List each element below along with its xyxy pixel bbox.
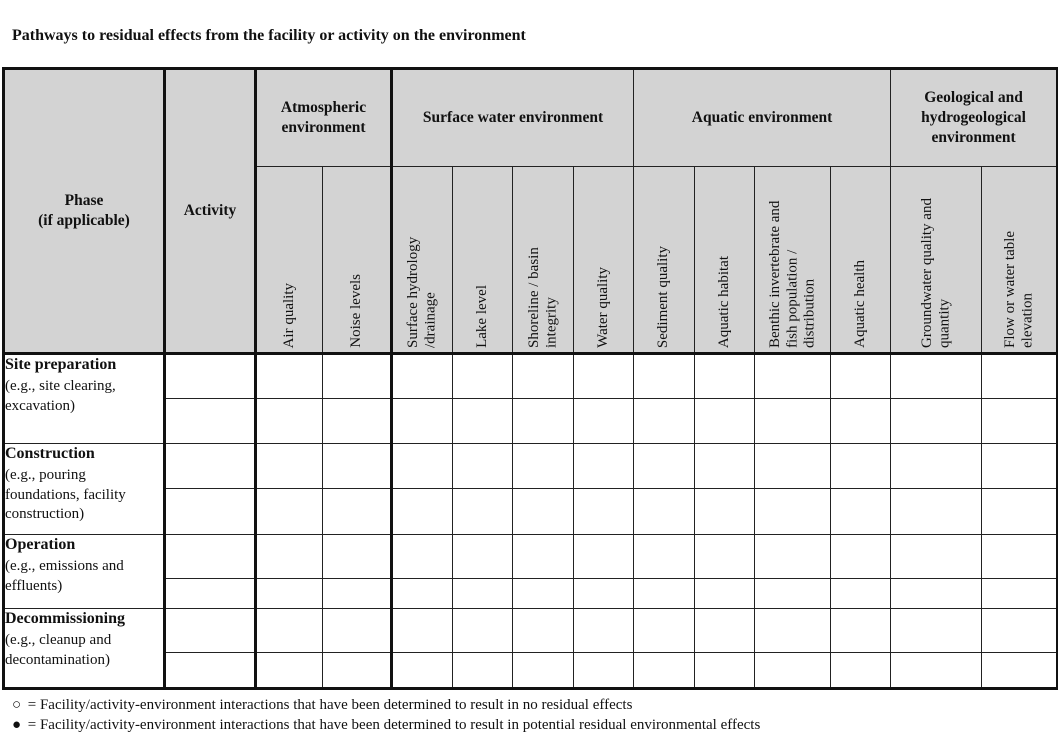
matrix-cell[interactable] xyxy=(453,609,513,653)
matrix-cell[interactable] xyxy=(392,354,453,399)
matrix-cell[interactable] xyxy=(513,444,574,489)
matrix-cell[interactable] xyxy=(323,609,392,653)
matrix-cell[interactable] xyxy=(323,444,392,489)
matrix-cell[interactable] xyxy=(982,609,1058,653)
matrix-cell[interactable] xyxy=(982,653,1058,689)
matrix-cell[interactable] xyxy=(513,653,574,689)
phase-name: Decommissioning xyxy=(5,610,125,627)
phase-example: (e.g., pouring foundations, facility construction) xyxy=(5,467,126,522)
matrix-cell[interactable] xyxy=(695,489,755,535)
column-header-label: Aquatic health xyxy=(851,260,868,348)
matrix-cell[interactable] xyxy=(453,444,513,489)
matrix-cell[interactable] xyxy=(574,579,634,609)
activity-cell[interactable] xyxy=(165,489,256,535)
phase-name: Operation xyxy=(5,536,76,553)
matrix-cell[interactable] xyxy=(453,399,513,444)
phase-name: Site preparation xyxy=(5,356,117,373)
matrix-cell[interactable] xyxy=(574,489,634,535)
column-header-label: Noise levels xyxy=(347,274,364,348)
phase-cell-decommissioning xyxy=(4,609,165,689)
matrix-cell[interactable] xyxy=(755,609,831,653)
matrix-cell[interactable] xyxy=(695,653,755,689)
page-title: Pathways to residual effects from the facility or activity on the environment xyxy=(12,27,526,44)
matrix-cell[interactable] xyxy=(982,489,1058,535)
matrix-cell[interactable] xyxy=(831,579,891,609)
matrix-cell[interactable] xyxy=(453,489,513,535)
matrix-cell[interactable] xyxy=(695,535,755,579)
activity-cell[interactable] xyxy=(165,653,256,689)
matrix-cell[interactable] xyxy=(831,653,891,689)
matrix-cell[interactable] xyxy=(982,579,1058,609)
matrix-cell[interactable] xyxy=(982,399,1058,444)
legend-no-residual-effects xyxy=(12,697,632,714)
matrix-cell[interactable] xyxy=(634,399,695,444)
matrix-cell[interactable] xyxy=(256,354,323,399)
activity-header-label: Activity xyxy=(183,201,237,219)
matrix-cell[interactable] xyxy=(323,579,392,609)
matrix-cell[interactable] xyxy=(392,535,453,579)
matrix-cell[interactable] xyxy=(634,535,695,579)
matrix-cell[interactable] xyxy=(574,399,634,444)
matrix-cell[interactable] xyxy=(574,444,634,489)
matrix-cell[interactable] xyxy=(513,399,574,444)
legend-potential-residual-effects xyxy=(12,717,760,734)
phase-example: (e.g., cleanup and decontamination) xyxy=(5,632,112,668)
matrix-cell[interactable] xyxy=(634,489,695,535)
matrix-cell[interactable] xyxy=(323,489,392,535)
matrix-cell[interactable] xyxy=(755,489,831,535)
matrix-cell[interactable] xyxy=(453,354,513,399)
matrix-cell[interactable] xyxy=(392,444,453,489)
phase-example: (e.g., site clearing, excavation) xyxy=(5,378,116,414)
phase-name: Construction xyxy=(5,445,95,462)
matrix-cell[interactable] xyxy=(392,579,453,609)
matrix-cell[interactable] xyxy=(256,535,323,579)
matrix-cell[interactable] xyxy=(453,653,513,689)
matrix-cell[interactable] xyxy=(755,399,831,444)
matrix-cell[interactable] xyxy=(574,354,634,399)
column-header-surface-hydrology xyxy=(392,167,453,354)
matrix-cell[interactable] xyxy=(323,535,392,579)
matrix-cell[interactable] xyxy=(574,535,634,579)
matrix-cell[interactable] xyxy=(831,354,891,399)
matrix-cell[interactable] xyxy=(695,444,755,489)
group-header-label: Surface water environment xyxy=(422,108,604,126)
matrix-cell[interactable] xyxy=(695,609,755,653)
column-header-aquatic-health xyxy=(831,167,891,354)
matrix-cell[interactable] xyxy=(256,609,323,653)
matrix-cell[interactable] xyxy=(831,489,891,535)
column-header-label: Benthic invertebrate and fish population / distribution xyxy=(766,200,818,348)
group-header-surface-water xyxy=(392,69,634,167)
matrix-cell[interactable] xyxy=(695,354,755,399)
matrix-cell[interactable] xyxy=(634,609,695,653)
matrix-cell[interactable] xyxy=(513,354,574,399)
column-header-groundwater xyxy=(891,167,982,354)
matrix-cell[interactable] xyxy=(323,653,392,689)
group-header-geological xyxy=(891,69,1058,167)
legend-text: = Facility/activity-environment interactions that have been determined to result in potential residual environmental effects xyxy=(24,717,761,733)
matrix-cell[interactable] xyxy=(392,399,453,444)
matrix-cell[interactable] xyxy=(891,653,982,689)
matrix-cell[interactable] xyxy=(831,399,891,444)
legend-text: = Facility/activity-environment interactions that have been determined to result in no residual effects xyxy=(24,697,633,713)
matrix-cell[interactable] xyxy=(891,354,982,399)
matrix-cell[interactable] xyxy=(453,535,513,579)
matrix-cell[interactable] xyxy=(755,354,831,399)
matrix-cell[interactable] xyxy=(891,444,982,489)
column-header-shoreline xyxy=(513,167,574,354)
matrix-cell[interactable] xyxy=(634,444,695,489)
column-header-water-quality xyxy=(574,167,634,354)
group-header-label: Geological and hydrogeological environment xyxy=(921,88,1026,147)
filled-circle-icon: ● xyxy=(12,717,22,733)
matrix-cell[interactable] xyxy=(891,609,982,653)
matrix-cell[interactable] xyxy=(513,489,574,535)
column-header-flow xyxy=(982,167,1058,354)
matrix-cell[interactable] xyxy=(891,489,982,535)
matrix-cell[interactable] xyxy=(831,535,891,579)
group-header-label: Atmospheric environment xyxy=(280,98,367,136)
phase-cell-site-preparation xyxy=(4,354,165,444)
matrix-cell[interactable] xyxy=(513,535,574,579)
matrix-cell[interactable] xyxy=(256,579,323,609)
matrix-cell[interactable] xyxy=(453,579,513,609)
column-header-sediment-quality xyxy=(634,167,695,354)
phase-header xyxy=(4,69,165,354)
activity-cell[interactable] xyxy=(165,399,256,444)
column-header-label: Air quality xyxy=(280,282,297,348)
matrix-cell[interactable] xyxy=(256,399,323,444)
matrix-cell[interactable] xyxy=(323,399,392,444)
column-header-label: Sediment quality xyxy=(655,245,672,348)
matrix-cell[interactable] xyxy=(982,535,1058,579)
matrix-cell[interactable] xyxy=(323,354,392,399)
group-header-aquatic xyxy=(634,69,891,167)
column-header-label: Flow or water table elevation xyxy=(1001,230,1036,348)
group-header-label: Aquatic environment xyxy=(691,108,833,126)
matrix-cell[interactable] xyxy=(982,354,1058,399)
matrix-cell[interactable] xyxy=(574,609,634,653)
matrix-cell[interactable] xyxy=(891,535,982,579)
matrix-cell[interactable] xyxy=(256,489,323,535)
activity-cell[interactable] xyxy=(165,579,256,609)
column-header-label: Aquatic habitat xyxy=(715,255,732,348)
matrix-cell[interactable] xyxy=(574,653,634,689)
column-header-label: Groundwater quality and quantity xyxy=(918,198,953,348)
phase-cell-operation xyxy=(4,535,165,609)
matrix-cell[interactable] xyxy=(634,354,695,399)
matrix-cell[interactable] xyxy=(392,653,453,689)
column-header-lake-level xyxy=(453,167,513,354)
column-header-air-quality xyxy=(256,167,323,354)
column-header-label: Shoreline / basin integrity xyxy=(525,247,559,348)
matrix-cell[interactable] xyxy=(695,579,755,609)
matrix-cell[interactable] xyxy=(256,444,323,489)
group-header-atmospheric xyxy=(256,69,392,167)
matrix-cell[interactable] xyxy=(392,609,453,653)
matrix-cell[interactable] xyxy=(831,444,891,489)
activity-header xyxy=(165,69,256,354)
column-header-aquatic-habitat xyxy=(695,167,755,354)
matrix-cell[interactable] xyxy=(891,579,982,609)
matrix-cell[interactable] xyxy=(982,444,1058,489)
matrix-cell[interactable] xyxy=(891,399,982,444)
matrix-cell[interactable] xyxy=(755,444,831,489)
matrix-cell[interactable] xyxy=(513,579,574,609)
phase-cell-construction xyxy=(4,444,165,535)
matrix-cell[interactable] xyxy=(755,653,831,689)
column-header-label: Surface hydrology /drainage xyxy=(405,236,439,348)
column-header-label: Water quality xyxy=(594,267,611,348)
matrix-cell[interactable] xyxy=(392,489,453,535)
matrix-cell[interactable] xyxy=(513,609,574,653)
activity-cell[interactable] xyxy=(165,535,256,579)
column-header-noise-levels xyxy=(323,167,392,354)
matrix-cell[interactable] xyxy=(831,609,891,653)
activity-cell[interactable] xyxy=(165,444,256,489)
pathways-matrix xyxy=(2,67,1058,690)
open-circle-icon: ○ xyxy=(12,697,22,713)
matrix-cell[interactable] xyxy=(634,653,695,689)
matrix-cell[interactable] xyxy=(755,535,831,579)
matrix-cell[interactable] xyxy=(695,399,755,444)
activity-cell[interactable] xyxy=(165,354,256,399)
matrix-cell[interactable] xyxy=(634,579,695,609)
matrix-cell[interactable] xyxy=(755,579,831,609)
activity-cell[interactable] xyxy=(165,609,256,653)
matrix-cell[interactable] xyxy=(256,653,323,689)
phase-example: (e.g., emissions and effluents) xyxy=(5,558,124,594)
column-header-label: Lake level xyxy=(473,285,490,348)
phase-header-label: Phase (if applicable) xyxy=(38,191,130,229)
column-header-benthic xyxy=(755,167,831,354)
